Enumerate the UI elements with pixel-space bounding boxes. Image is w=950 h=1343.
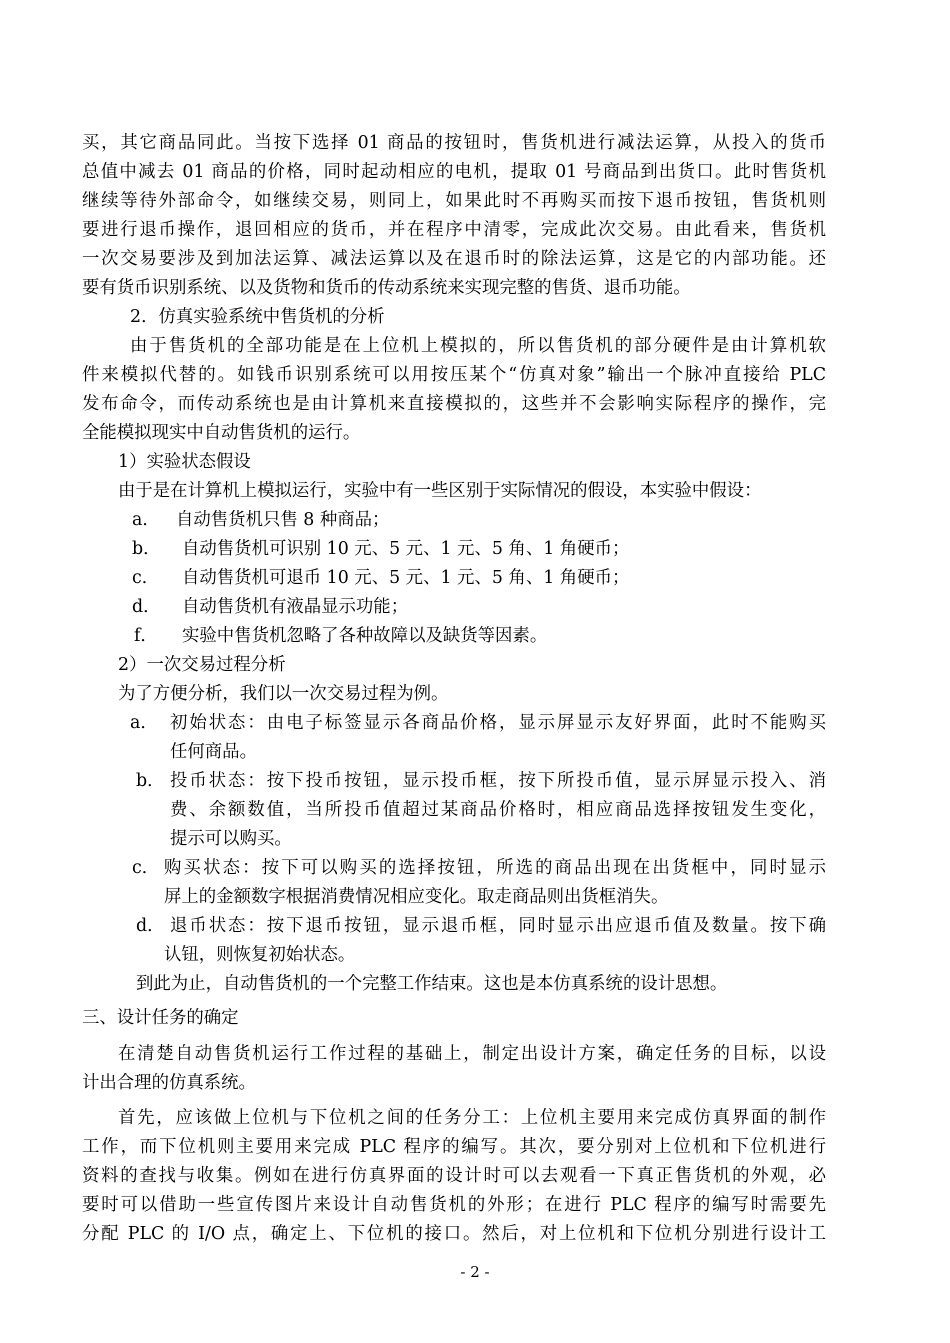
paragraph-line: 首先，应该做上位机与下位机之间的任务分工：上位机主要用来完成仿真界面的制作 xyxy=(118,1108,826,1128)
list-marker: d． xyxy=(132,597,161,617)
paragraph-line: 买，其它商品同此。当按下选择 01 商品的按钮时，售货机进行减法运算，从投入的货币 xyxy=(82,133,826,153)
list-item: 投币状态：按下投币按钮，显示投币框，按下所投币值，显示屏显示投入、消 xyxy=(170,771,826,791)
list-item: 任何商品。 xyxy=(170,742,257,762)
paragraph-line: 由于售货机的全部功能是在上位机上模拟的，所以售货机的部分硬件是由计算机软 xyxy=(130,336,826,356)
subsection-heading: 2）一次交易过程分析 xyxy=(118,655,286,675)
list-item: 退币状态：按下退币按钮，显示退币框，同时显示出应退币值及数量。按下确 xyxy=(170,916,826,936)
paragraph-line: 由于是在计算机上模拟运行，实验中有一些区别于实际情况的假设，本实验中假设： xyxy=(118,481,762,501)
list-item: 初始状态：由电子标签显示各商品价格，显示屏显示友好界面，此时不能购买 xyxy=(170,713,826,733)
list-item: 购买状态：按下可以购买的选择按钮，所选的商品出现在出货框中，同时显示 xyxy=(164,858,826,878)
list-marker: f． xyxy=(134,626,158,646)
paragraph-line: 要有货币识别系统、以及货物和货币的传动系统来实现完整的售货、退币功能。 xyxy=(82,278,691,298)
paragraph-line: 一次交易要涉及到加法运算、减法运算以及在退币时的除法运算，这是它的内部功能。还 xyxy=(82,249,826,269)
list-item: 自动售货机可退币 10 元、5 元、1 元、5 角、1 角硬币； xyxy=(182,568,630,588)
paragraph-line: 全能模拟现实中自动售货机的运行。 xyxy=(82,423,361,443)
list-item: 自动售货机有液晶显示功能； xyxy=(182,597,409,617)
paragraph-line: 发布命令，而传动系统也是由计算机来直接模拟的，这些并不会影响实际程序的操作，完 xyxy=(82,394,826,414)
list-marker: b． xyxy=(132,539,161,559)
paragraph-line: 继续等待外部命令，如继续交易，则同上，如果此时不再购买而按下退币按钮，售货机则 xyxy=(82,191,826,211)
list-item: 自动售货机只售 8 种商品； xyxy=(176,510,390,530)
section-heading: 2．仿真实验系统中售货机的分析 xyxy=(130,307,385,327)
paragraph-line: 工作，而下位机则主要用来完成 PLC 程序的编写。其次，要分别对上位机和下位机进行 xyxy=(82,1137,826,1157)
page-number: - 2 - xyxy=(460,1263,490,1281)
paragraph-line: 分配 PLC 的 I/O 点，确定上、下位机的接口。然后，对上位机和下位机分别进行设计工 xyxy=(82,1224,826,1244)
list-marker: a． xyxy=(130,713,158,733)
section-heading: 三、设计任务的确定 xyxy=(82,1008,239,1028)
list-item: 提示可以购买。 xyxy=(170,829,292,849)
paragraph-line: 到此为止，自动售货机的一个完整工作结束。这也是本仿真系统的设计思想。 xyxy=(136,974,728,994)
paragraph-line: 总值中减去 01 商品的价格，同时起动相应的电机，提取 01 号商品到出货口。此时售货机 xyxy=(82,162,826,182)
list-item: 费、余额数值，当所投币值超过某商品价格时，相应商品选择按钮发生变化， xyxy=(170,800,826,820)
paragraph-line: 计出合理的仿真系统。 xyxy=(82,1073,256,1093)
list-marker: c． xyxy=(132,568,160,588)
paragraph-line: 在清楚自动售货机运行工作过程的基础上，制定出设计方案，确定任务的目标，以设 xyxy=(118,1044,826,1064)
subsection-heading: 1）实验状态假设 xyxy=(118,452,251,472)
paragraph-line: 资料的查找与收集。例如在进行仿真界面的设计时可以去观看一下真正售货机的外观，必 xyxy=(82,1166,826,1186)
list-marker: a． xyxy=(132,510,160,530)
list-item: 认钮，则恢复初始状态。 xyxy=(164,945,356,965)
list-marker: b． xyxy=(136,771,165,791)
list-item: 屏上的金额数字根据消费情况相应变化。取走商品则出货框消失。 xyxy=(164,887,669,907)
list-marker: c． xyxy=(132,858,160,878)
list-marker: d． xyxy=(136,916,165,936)
list-item: 自动售货机可识别 10 元、5 元、1 元、5 角、1 角硬币； xyxy=(182,539,630,559)
paragraph-line: 件来模拟代替的。如钱币识别系统可以用按压某个“仿真对象”输出一个脉冲直接给 PLC xyxy=(82,365,826,385)
paragraph-line: 为了方便分析，我们以一次交易过程为例。 xyxy=(118,684,449,704)
paragraph-line: 要进行退币操作，退回相应的货币，并在程序中清零，完成此次交易。由此看来，售货机 xyxy=(82,220,826,240)
paragraph-line: 要时可以借助一些宣传图片来设计自动售货机的外形；在进行 PLC 程序的编写时需要先 xyxy=(82,1195,826,1215)
list-item: 实验中售货机忽略了各种故障以及缺货等因素。 xyxy=(182,626,548,646)
